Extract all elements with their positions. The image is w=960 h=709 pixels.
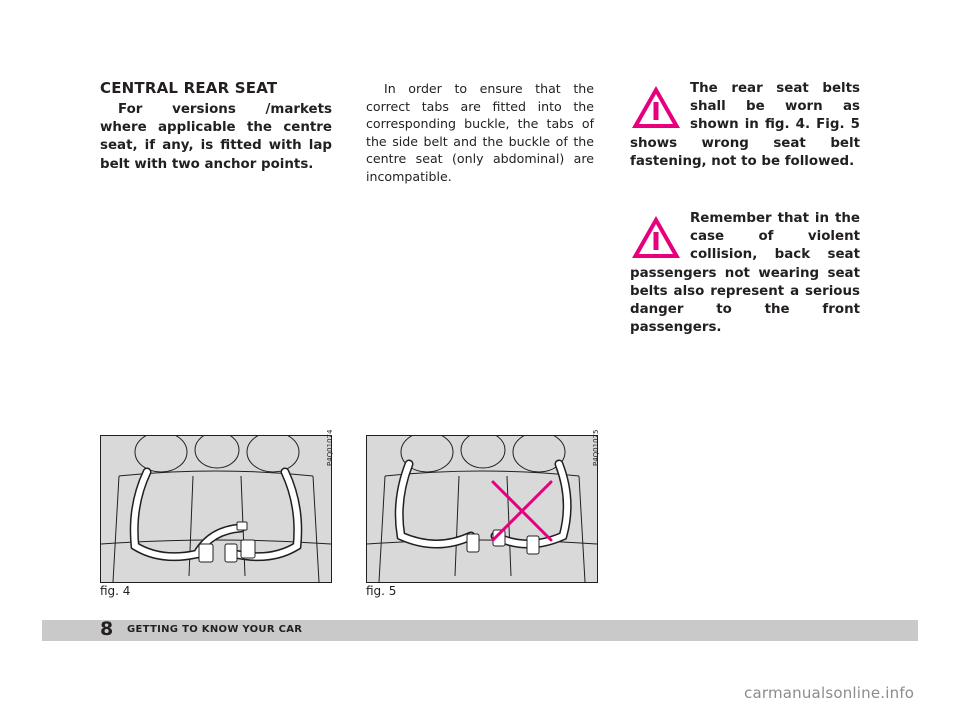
warning-block-2 xyxy=(630,210,860,337)
page-number: 8 xyxy=(100,618,114,640)
figure-4-illustration xyxy=(100,435,332,583)
figure-4-caption: fig. 4 xyxy=(100,584,131,598)
warning-text-2: Remember that in the case of violent collision, back seat passengers not wearing seat belts also represent a serious danger to the front passengers. xyxy=(630,211,860,336)
warning-triangle-icon xyxy=(630,214,682,260)
warning-triangle-icon xyxy=(630,84,682,130)
figure-4-code: P4Q01074 xyxy=(326,429,334,466)
warning-block-1 xyxy=(630,80,860,171)
figure-5-code: P4Q01075 xyxy=(592,429,600,466)
body-text-col1: For versions /markets where applicable the centre seat, if any, is fitted with lap belt with two anchor points. xyxy=(100,102,332,172)
figure-5-caption: fig. 5 xyxy=(366,584,397,598)
wrong-cross-mark-icon xyxy=(487,476,557,546)
section-heading: CENTRAL REAR SEAT xyxy=(100,79,278,97)
rear-seat-belts-wrong-illustration xyxy=(367,436,597,582)
section-title: GETTING TO KNOW YOUR CAR xyxy=(127,624,303,635)
figure-5-illustration xyxy=(366,435,598,583)
rear-seat-belts-correct-illustration xyxy=(101,436,331,582)
warning-text-1: The rear seat belts shall be worn as shown in fig. 4. Fig. 5 shows wrong seat belt fastening, not to be followed. xyxy=(630,81,860,169)
body-text-col2: In order to ensure that the correct tabs are fitted into the corresponding buckle, the tabs of the side belt and the buckle of the centre seat (only abdominal) are incompatible. xyxy=(366,81,594,184)
watermark: carmanualsonline.info xyxy=(744,684,915,702)
